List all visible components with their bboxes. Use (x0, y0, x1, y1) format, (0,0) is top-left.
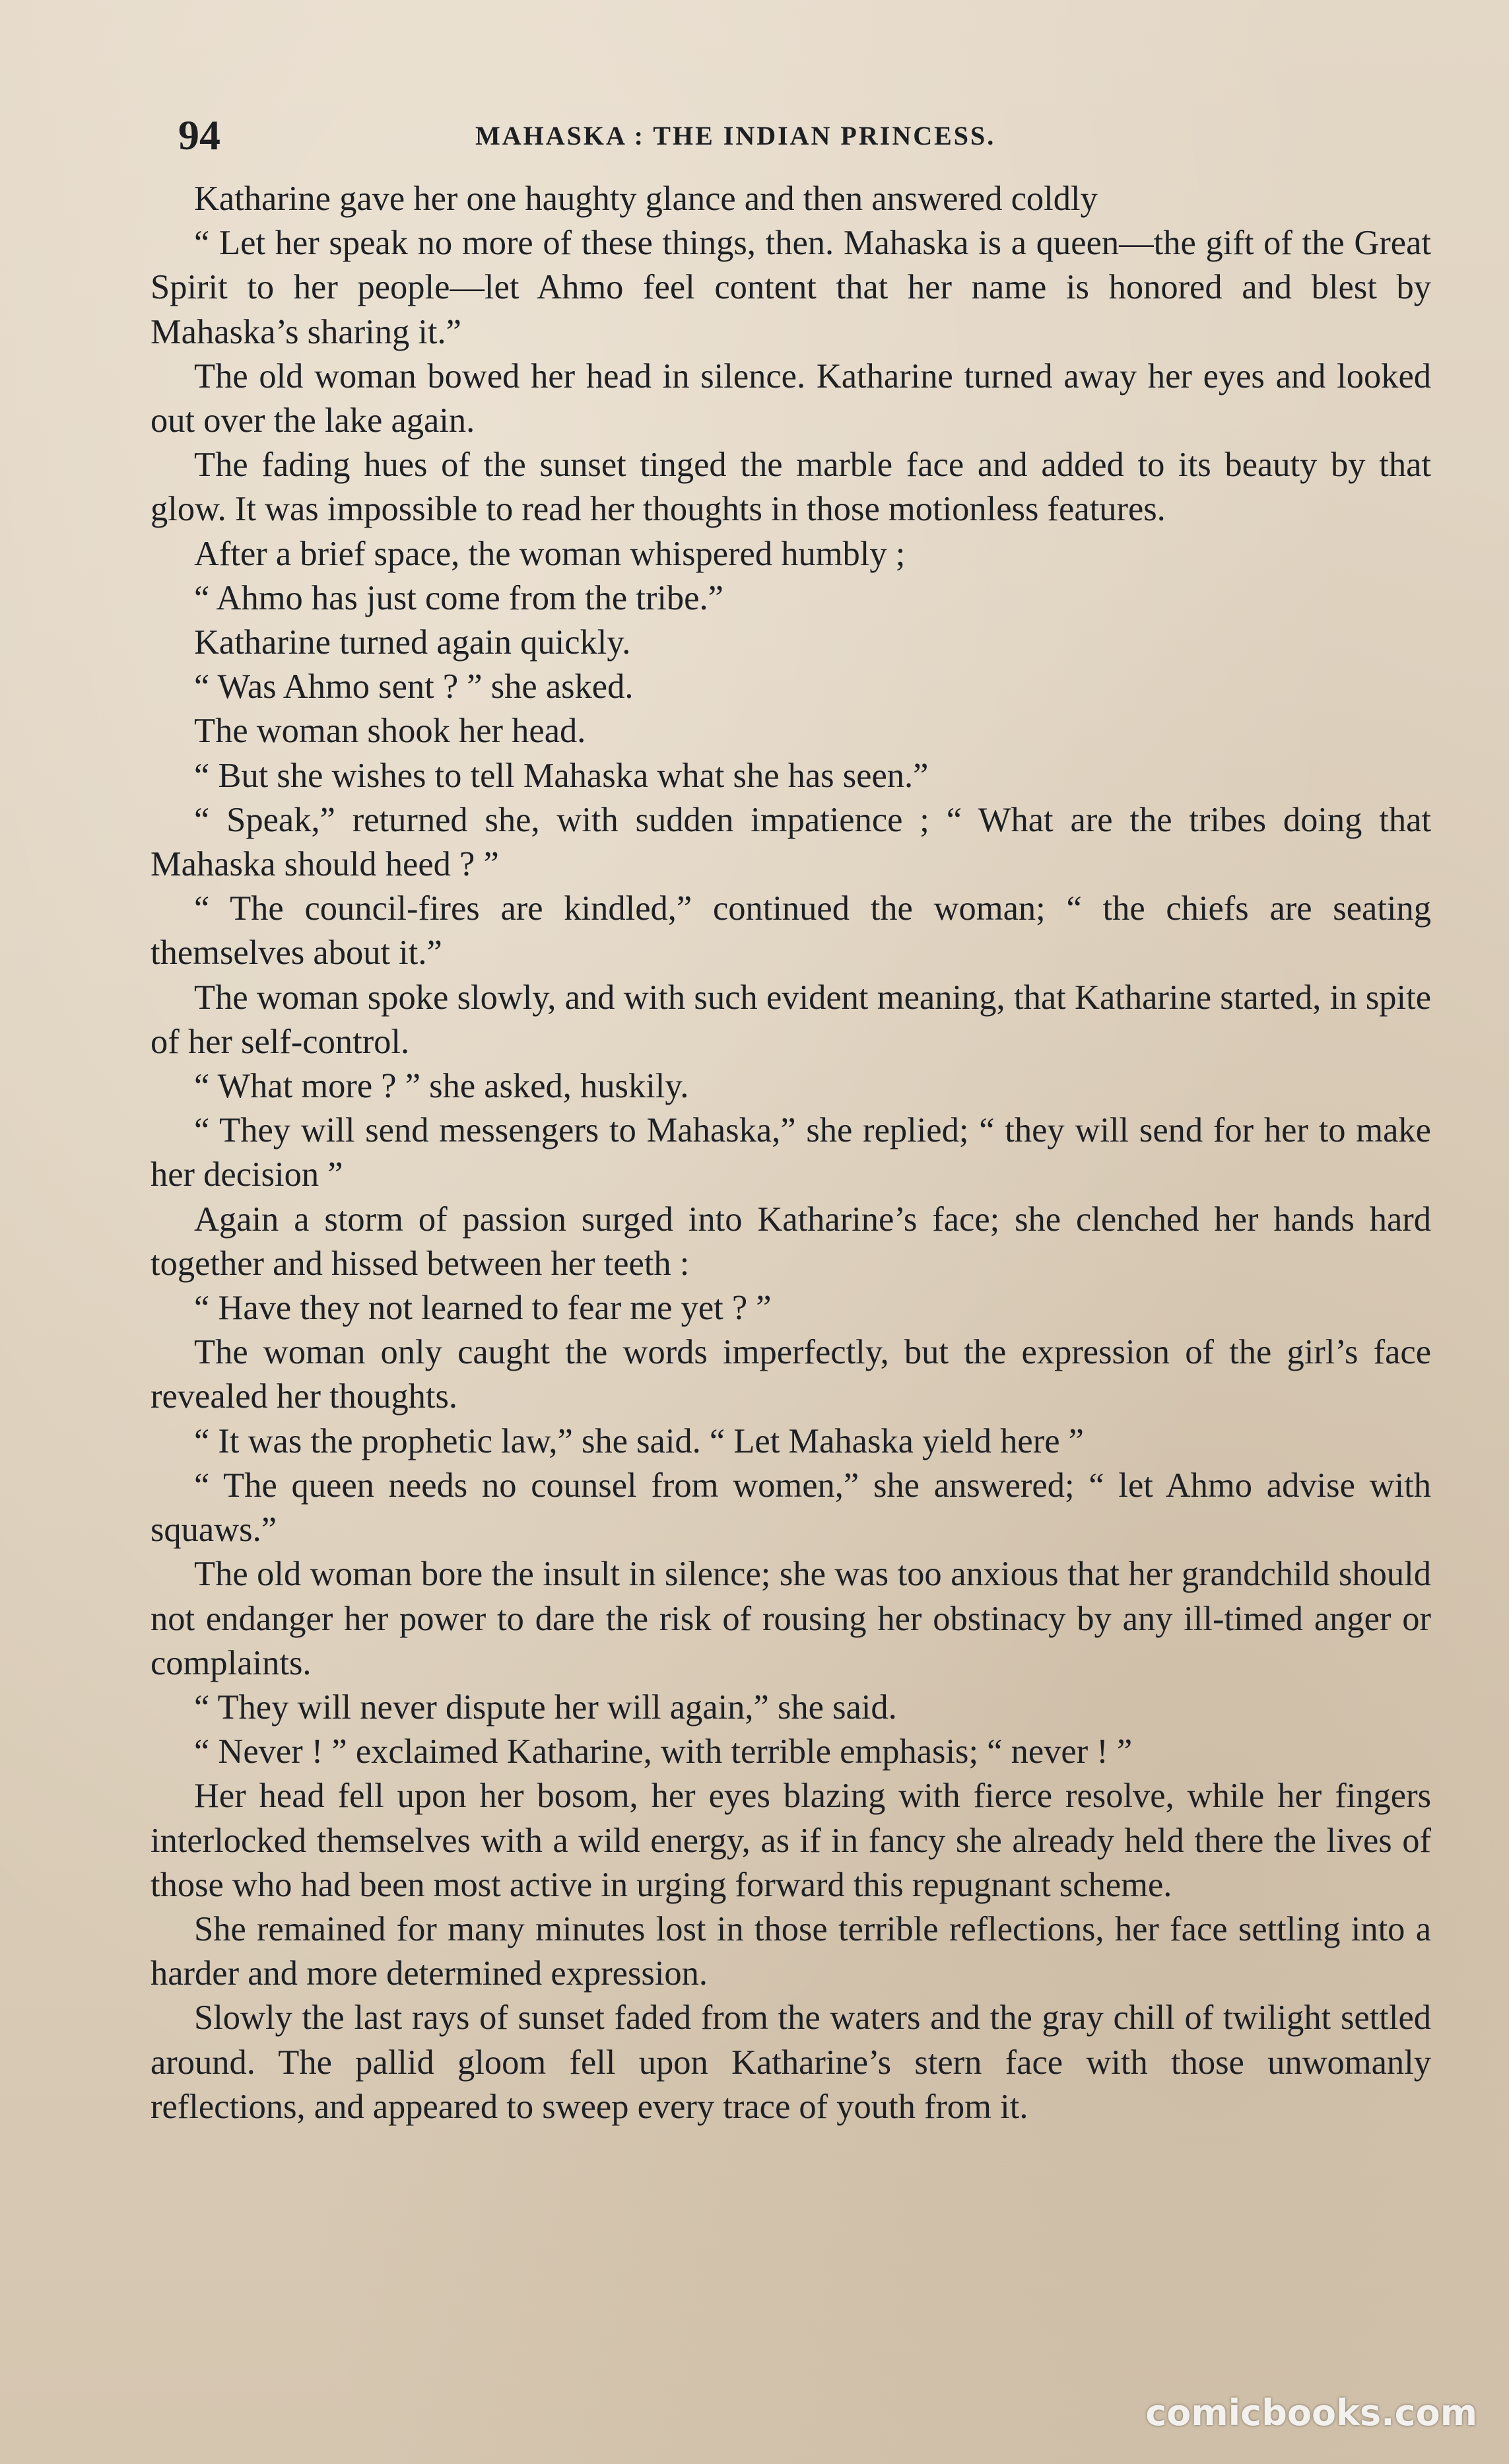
paragraph: “ The queen needs no counsel from women,” she answered; “ let Ahmo advise with squaws.” (151, 1466, 1431, 1550)
paragraph: She remained for many minutes lost in those terrible reflections, her face settling into a harder and more determined expression. (151, 1909, 1431, 1993)
paragraph: Her head fell upon her bosom, her eyes blazing with fierce resolve, while her fingers interlocked themselves with a wild energy, as if in fancy she already held there the lives of those who had been most active in urging forward this repugnant scheme. (151, 1777, 1431, 1904)
paragraph: The woman spoke slowly, and with such evident meaning, that Katharine started, in spite of her self-control. (151, 978, 1431, 1061)
paragraph: “ Let her speak no more of these things, then. Mahaska is a queen—the gift of the Great Spirit to her people—let Ahmo feel content that her name is honored and blest by Mahaska’s sharing it.” (151, 224, 1431, 351)
paragraph: Again a storm of passion surged into Katharine’s face; she clenched her hands hard together and hissed between her teeth : (151, 1200, 1431, 1283)
paragraph: “ Ahmo has just come from the tribe.” (194, 578, 723, 617)
paragraph: “ The council-fires are kindled,” continued the woman; “ the chiefs are seating themselves about it.” (151, 889, 1431, 973)
paragraph: The woman shook her head. (194, 712, 586, 751)
watermark: comicbooks.com (1145, 2392, 1477, 2434)
running-head: MAHASKA : THE INDIAN PRINCESS. (475, 121, 996, 151)
paragraph: Katharine turned again quickly. (194, 623, 631, 662)
paragraph: “ Was Ahmo sent ? ” she asked. (194, 667, 634, 706)
paragraph: “ They will never dispute her will again,” she said. (194, 1688, 897, 1727)
paragraph: “ It was the prophetic law,” she said. “ Let Mahaska yield here ” (194, 1421, 1084, 1460)
paragraph: The old woman bore the insult in silence; she was too anxious that her grandchild should not endanger her power to dare the risk of rousing her obstinacy by any ill-timed anger or complaints. (151, 1555, 1431, 1682)
paragraph: “ But she wishes to tell Mahaska what she has seen.” (194, 756, 929, 795)
paragraph: The woman only caught the words imperfectly, but the expression of the girl’s face revealed her thoughts. (151, 1333, 1431, 1416)
page-number: 94 (178, 112, 220, 158)
paragraph: Slowly the last rays of sunset faded from the waters and the gray chill of twilight settled around. The pallid gloom fell upon Katharine’s stern face with those unwomanly reflections, and appeared to sweep every trace of youth from it. (151, 1999, 1431, 2126)
paragraph: “ What more ? ” she asked, huskily. (194, 1067, 689, 1106)
paragraph: Katharine gave her one haughty glance and then answered coldly (194, 180, 1098, 218)
body-text (151, 177, 1431, 2129)
paragraph: “ They will send messengers to Mahaska,” she replied; “ they will send for her to make her decision ” (151, 1111, 1431, 1194)
paragraph: “ Speak,” returned she, with sudden impatience ; “ What are the tribes doing that Mahaska should heed ? ” (151, 800, 1431, 884)
paragraph: The fading hues of the sunset tinged the marble face and added to its beauty by that glow. It was impossible to read her thoughts in those motionless features. (151, 446, 1431, 529)
paragraph: The old woman bowed her head in silence. Katharine turned away her eyes and looked out over the lake again. (151, 357, 1431, 440)
paragraph: “ Have they not learned to fear me yet ? ” (194, 1289, 772, 1328)
page-header (178, 111, 1446, 164)
paragraph: After a brief space, the woman whispered humbly ; (194, 534, 906, 573)
paragraph: “ Never ! ” exclaimed Katharine, with terrible emphasis; “ never ! ” (194, 1732, 1133, 1771)
